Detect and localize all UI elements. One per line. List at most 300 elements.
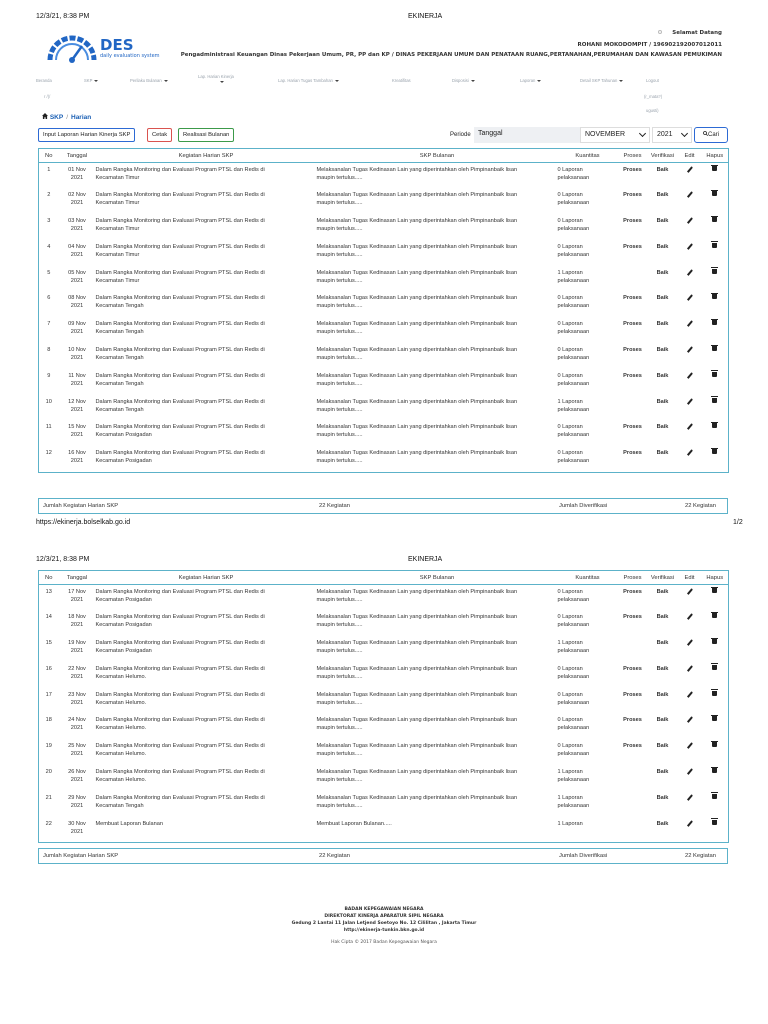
row-edit[interactable] <box>678 662 702 688</box>
row-quantity <box>558 420 618 446</box>
col-skp-bulanan: SKP Bulanan <box>317 149 558 163</box>
col-edit: Edit <box>678 149 702 163</box>
row-hapus[interactable] <box>702 713 729 739</box>
row-date <box>59 369 96 395</box>
trash-icon[interactable] <box>712 588 717 593</box>
realisasi-bulanan-button[interactable]: Realisasi Bulanan <box>178 128 234 142</box>
row-quantity-line2: pelaksanaan <box>557 277 590 284</box>
row-date <box>59 266 96 292</box>
nav-extra-1: (r_mata?) <box>644 94 663 99</box>
row-edit[interactable] <box>678 291 702 317</box>
nav-lap-harian-tugas-tambahan[interactable]: Lap. Harian Tugas Tambahan <box>278 78 339 83</box>
row-skp-line2: maupin tertulus..... <box>316 777 363 784</box>
row-no: 10 <box>39 395 59 421</box>
row-hapus[interactable] <box>702 266 729 292</box>
row-hapus[interactable] <box>702 739 729 765</box>
table-row <box>39 369 729 395</box>
row-date-day: 30 Nov <box>68 820 86 827</box>
row-activity-line2: Kecamatan Helumo. <box>95 699 147 706</box>
row-quantity-line1: 0 Laporan <box>557 717 583 724</box>
row-edit[interactable] <box>678 369 702 395</box>
row-quantity-line2: pelaksanaan <box>557 777 590 784</box>
col-kuantitas: Kuantitas <box>558 571 618 585</box>
row-verifikasi: Baik <box>656 717 669 724</box>
trash-icon[interactable] <box>712 346 717 351</box>
row-edit[interactable] <box>678 420 702 446</box>
pencil-icon[interactable] <box>686 639 692 646</box>
row-date-day: 02 Nov <box>68 192 86 199</box>
summary-count: 22 Kegiatan <box>319 503 350 509</box>
row-activity-line1: Dalam Rangka Monitoring dan Evaluasi Program PTSL dan Redis di <box>95 665 265 672</box>
row-no: 18 <box>39 713 59 739</box>
pencil-icon[interactable] <box>686 717 692 724</box>
row-skp <box>317 765 558 791</box>
nav-lap-harian-kinerja[interactable]: Lap. Harian Kinerja <box>198 74 234 84</box>
row-quantity <box>558 765 618 791</box>
row-date-year: 2021 <box>70 226 84 233</box>
row-hapus[interactable] <box>702 585 729 611</box>
pencil-icon[interactable] <box>686 768 692 775</box>
row-skp-line2: maupin tertulus..... <box>316 673 363 680</box>
row-quantity-line2: pelaksanaan <box>557 622 590 629</box>
row-quantity-line2: pelaksanaan <box>557 648 590 655</box>
row-verifikasi: Baik <box>656 243 669 250</box>
row-activity-line1: Dalam Rangka Monitoring dan Evaluasi Program PTSL dan Redis di <box>95 243 265 250</box>
pencil-icon[interactable] <box>686 166 692 173</box>
nav-beranda[interactable]: Beranda <box>36 78 52 83</box>
trash-icon[interactable] <box>712 742 717 747</box>
row-verifikasi: Baik <box>656 614 669 621</box>
row-no: 19 <box>39 739 59 765</box>
organization-info: Pengadministrasi Keuangan Dinas Pekerjaan Umum, PR, PP dan KP / DINAS PEKERJAAN UMUM DAN PENATAAN RUANG,PERTANAHAN,PERUMAHAN DAN KAWASAN PEMUKIMAN <box>180 52 722 58</box>
cetak-button[interactable]: Cetak <box>147 128 172 142</box>
row-activity-line2: Kecamatan Tengah <box>95 329 144 336</box>
row-no: 11 <box>39 420 59 446</box>
nav-detail-skp-tahunan[interactable]: Detail SKP Tahunan <box>580 78 623 83</box>
row-skp-line1: Melaksanalan Tugas Kedinasan Lain yang diperintahkan oleh Pimpinanbaik lisan <box>316 347 518 354</box>
col-verifikasi: Verifikasi <box>648 571 678 585</box>
row-activity-line1: Dalam Rangka Monitoring dan Evaluasi Program PTSL dan Redis di <box>95 614 265 621</box>
row-quantity-line2: pelaksanaan <box>557 251 590 258</box>
row-date-year: 2021 <box>70 725 84 732</box>
summary-verified-label: Jumlah Diverifikasi <box>559 503 608 509</box>
row-edit[interactable] <box>678 610 702 636</box>
pencil-icon[interactable] <box>686 665 692 672</box>
row-no: 17 <box>39 688 59 714</box>
table-row <box>39 713 729 739</box>
row-quantity-line2: pelaksanaan <box>557 175 590 181</box>
row-activity-line2: Kecamatan Tengah <box>95 380 144 387</box>
pencil-icon[interactable] <box>686 794 692 801</box>
pencil-icon[interactable] <box>686 449 692 456</box>
pencil-icon[interactable] <box>686 191 692 198</box>
row-activity-line2: Kecamatan Tengah <box>95 303 144 310</box>
row-proses <box>618 395 648 421</box>
row-quantity <box>558 791 618 817</box>
pencil-icon[interactable] <box>686 295 692 302</box>
row-skp-line2: maupin tertulus..... <box>316 432 363 439</box>
row-hapus[interactable] <box>702 343 729 369</box>
row-date-day: 04 Nov <box>68 243 86 250</box>
row-quantity-line1: 0 Laporan <box>557 450 583 457</box>
pencil-icon[interactable] <box>686 346 692 353</box>
row-proses: Proses <box>623 167 642 173</box>
row-edit[interactable] <box>678 188 702 214</box>
row-no: 21 <box>39 791 59 817</box>
toolbar <box>38 127 728 145</box>
footer-directorate: DIREKTORAT KINERJA APARATUR SIPIL NEGARA <box>324 914 444 919</box>
trash-icon[interactable] <box>712 191 717 196</box>
row-skp <box>317 188 558 214</box>
row-edit[interactable] <box>678 446 702 472</box>
row-no: 13 <box>39 585 59 611</box>
row-activity-line1: Dalam Rangka Monitoring dan Evaluasi Program PTSL dan Redis di <box>95 794 265 801</box>
row-edit[interactable] <box>678 713 702 739</box>
row-skp <box>317 791 558 817</box>
nav-disposisi[interactable]: Disposisi <box>452 78 475 83</box>
trash-icon[interactable] <box>712 691 717 696</box>
pencil-icon[interactable] <box>686 820 692 827</box>
table-row <box>39 610 729 636</box>
footer-address: Gedung 2 Lantai 11 Jalan Letjend Soetoyo No. 12 Cililitan , Jakarta Timur <box>291 921 477 926</box>
row-edit[interactable] <box>678 791 702 817</box>
nav-laporan[interactable]: Laporan <box>520 78 541 83</box>
pencil-icon[interactable] <box>686 217 692 224</box>
row-date-year: 2021 <box>70 251 84 258</box>
home-icon[interactable] <box>42 113 48 119</box>
pencil-icon[interactable] <box>686 613 692 620</box>
row-skp-line2: maupin tertulus..... <box>316 458 363 465</box>
row-edit[interactable] <box>678 163 702 189</box>
row-verifikasi: Baik <box>656 321 669 328</box>
row-skp <box>317 214 558 240</box>
trash-icon[interactable] <box>712 794 717 799</box>
row-hapus[interactable] <box>702 214 729 240</box>
row-proses <box>618 817 648 843</box>
table-row <box>39 636 729 662</box>
row-no: 3 <box>39 214 59 240</box>
row-hapus[interactable] <box>702 662 729 688</box>
row-date <box>59 765 96 791</box>
trash-icon[interactable] <box>712 449 717 454</box>
row-skp-line1: Melaksanalan Tugas Kedinasan Lain yang diperintahkan oleh Pimpinanbaik lisan <box>316 589 518 595</box>
cari-label: Cari <box>707 132 719 138</box>
row-skp-line2: maupin tertulus..... <box>316 725 363 732</box>
row-date-day: 17 Nov <box>68 589 86 595</box>
trash-icon[interactable] <box>712 639 717 644</box>
row-activity-line1: Dalam Rangka Monitoring dan Evaluasi Program PTSL dan Redis di <box>95 295 265 302</box>
print-header <box>0 13 768 23</box>
trash-icon[interactable] <box>712 320 717 325</box>
footer-copyright: Hak Cipta © 2017 Badan Kepegawaian Negara <box>331 940 437 945</box>
input-laporan-button[interactable]: Input Laporan Harian Kinerja SKP <box>38 128 135 142</box>
trash-icon[interactable] <box>712 372 717 377</box>
row-quantity <box>558 662 618 688</box>
row-skp-line2: maupin tertulus..... <box>316 751 363 758</box>
trash-icon[interactable] <box>712 716 717 721</box>
row-hapus[interactable] <box>702 163 729 189</box>
col-hapus: Hapus <box>702 571 729 585</box>
row-hapus[interactable] <box>702 636 729 662</box>
trash-icon[interactable] <box>712 243 717 248</box>
row-skp-line2: maupin tertulus..... <box>316 329 363 336</box>
trash-icon[interactable] <box>712 166 717 171</box>
row-activity <box>96 420 317 446</box>
row-date-year: 2021 <box>70 329 84 336</box>
row-edit[interactable] <box>678 317 702 343</box>
trash-icon[interactable] <box>712 768 717 773</box>
row-activity-line1: Dalam Rangka Monitoring dan Evaluasi Program PTSL dan Redis di <box>95 424 265 431</box>
row-quantity <box>558 317 618 343</box>
row-quantity-line1: 1 Laporan <box>557 640 583 647</box>
row-date-year: 2021 <box>70 175 84 181</box>
footer-link[interactable]: http://ekinerja-tunkin.bkn.go.id <box>343 928 425 933</box>
trash-icon[interactable] <box>712 613 717 618</box>
row-date-year: 2021 <box>70 673 84 680</box>
trash-icon[interactable] <box>712 294 717 299</box>
row-quantity-line2: pelaksanaan <box>557 725 590 732</box>
row-skp <box>317 343 558 369</box>
row-skp-line2: maupin tertulus..... <box>316 380 363 387</box>
summary-verified-count: 22 Kegiatan <box>685 503 716 509</box>
nav-skp[interactable]: SKP <box>84 78 98 83</box>
trash-icon[interactable] <box>712 423 717 428</box>
row-hapus[interactable] <box>702 610 729 636</box>
row-edit[interactable] <box>678 343 702 369</box>
row-activity-line2: Kecamatan Posigadan <box>95 432 152 439</box>
row-quantity <box>558 343 618 369</box>
row-quantity-line1: 0 Laporan <box>557 347 583 354</box>
row-skp <box>317 420 558 446</box>
row-hapus[interactable] <box>702 420 729 446</box>
row-quantity-line1: 1 Laporan <box>557 269 583 276</box>
row-quantity-line1: 0 Laporan <box>557 295 583 302</box>
row-edit[interactable] <box>678 585 702 611</box>
row-date <box>59 817 96 843</box>
month-select[interactable] <box>580 127 650 143</box>
row-hapus[interactable] <box>702 817 729 843</box>
row-hapus[interactable] <box>702 240 729 266</box>
row-date-day: 24 Nov <box>68 717 86 724</box>
row-edit[interactable] <box>678 765 702 791</box>
row-edit[interactable] <box>678 817 702 843</box>
row-edit[interactable] <box>678 240 702 266</box>
row-activity-line1: Dalam Rangka Monitoring dan Evaluasi Program PTSL dan Redis di <box>95 269 265 276</box>
table-row <box>39 688 729 714</box>
row-date-year: 2021 <box>70 355 84 362</box>
chevron-down-icon <box>619 80 623 82</box>
row-hapus[interactable] <box>702 317 729 343</box>
row-activity-line2: Kecamatan Posigadan <box>95 622 152 629</box>
row-proses: Proses <box>623 218 642 225</box>
row-verifikasi: Baik <box>656 167 669 173</box>
row-quantity-line2: pelaksanaan <box>557 597 590 603</box>
row-date-year: 2021 <box>70 303 84 310</box>
row-proses: Proses <box>623 717 642 724</box>
year-value: 2021 <box>657 131 673 138</box>
row-verifikasi: Baik <box>656 794 669 801</box>
row-proses: Proses <box>623 691 642 698</box>
row-hapus[interactable] <box>702 395 729 421</box>
row-quantity-line2: pelaksanaan <box>557 458 590 465</box>
row-skp-line1: Melaksanalan Tugas Kedinasan Lain yang diperintahkan oleh Pimpinanbaik lisan <box>316 218 518 225</box>
table-row <box>39 420 729 446</box>
row-verifikasi: Baik <box>656 398 669 405</box>
chevron-down-icon <box>220 81 224 83</box>
row-edit[interactable] <box>678 688 702 714</box>
logo-text: DES <box>100 36 134 54</box>
table-row <box>39 163 729 189</box>
periode-select[interactable]: Tanggal <box>474 127 606 143</box>
row-skp <box>317 713 558 739</box>
row-proses <box>618 636 648 662</box>
pencil-icon[interactable] <box>686 742 692 749</box>
row-hapus[interactable] <box>702 791 729 817</box>
row-edit[interactable] <box>678 395 702 421</box>
row-quantity-line1: 0 Laporan <box>557 372 583 379</box>
row-skp-line1: Melaksanalan Tugas Kedinasan Lain yang diperintahkan oleh Pimpinanbaik lisan <box>316 769 518 776</box>
row-date-day: 10 Nov <box>68 347 86 354</box>
breadcrumb-harian[interactable]: Harian <box>71 114 92 121</box>
summary-verified-count: 22 Kegiatan <box>685 853 716 859</box>
row-no: 22 <box>39 817 59 843</box>
row-verifikasi: Baik <box>656 192 669 199</box>
row-proses: Proses <box>623 192 642 199</box>
row-edit[interactable] <box>678 214 702 240</box>
row-verifikasi: Baik <box>656 424 669 431</box>
trash-icon[interactable] <box>712 398 717 403</box>
row-hapus[interactable] <box>702 291 729 317</box>
row-skp <box>317 636 558 662</box>
row-hapus[interactable] <box>702 765 729 791</box>
row-hapus[interactable] <box>702 188 729 214</box>
row-quantity <box>558 163 618 189</box>
row-quantity-line2: pelaksanaan <box>557 355 590 362</box>
row-activity-line1: Membuat Laporan Bulanan <box>95 820 163 827</box>
row-date <box>59 791 96 817</box>
row-date-day: 26 Nov <box>68 769 86 776</box>
laporan-table <box>38 148 729 473</box>
row-activity <box>96 739 317 765</box>
row-skp-line1: Melaksanalan Tugas Kedinasan Lain yang diperintahkan oleh Pimpinanbaik lisan <box>316 794 518 801</box>
row-no: 15 <box>39 636 59 662</box>
pencil-icon[interactable] <box>686 588 692 595</box>
row-verifikasi: Baik <box>648 817 678 843</box>
row-date-year: 2021 <box>70 648 84 655</box>
nav-kreatifitas[interactable]: Kreatifitas <box>392 78 411 83</box>
row-proses: Proses <box>623 243 642 250</box>
row-no: 1 <box>39 163 59 189</box>
breadcrumb-skp[interactable]: SKP <box>49 114 64 121</box>
row-proses <box>618 791 648 817</box>
month-value: NOVEMBER <box>585 131 626 138</box>
trash-icon[interactable] <box>712 665 717 670</box>
row-quantity-line2: pelaksanaan <box>557 329 590 336</box>
trash-icon[interactable] <box>712 820 717 825</box>
row-proses: Proses <box>623 295 642 302</box>
row-edit[interactable] <box>678 739 702 765</box>
row-date <box>59 688 96 714</box>
print-datetime: 12/3/21, 8:38 PM <box>36 13 90 20</box>
row-proses: Proses <box>618 446 648 472</box>
row-quantity-line1: 0 Laporan <box>557 218 583 225</box>
row-verifikasi: Baik <box>656 640 669 647</box>
row-skp <box>317 291 558 317</box>
pencil-icon[interactable] <box>686 691 692 698</box>
trash-icon[interactable] <box>712 217 717 222</box>
row-skp <box>317 688 558 714</box>
row-quantity-line2: pelaksanaan <box>557 380 590 387</box>
row-activity-line2: Kecamatan Timur <box>95 251 140 258</box>
row-skp-line2: maupin tertulus..... <box>316 175 363 181</box>
row-no: 7 <box>39 317 59 343</box>
row-edit[interactable] <box>678 636 702 662</box>
pencil-icon[interactable] <box>686 320 692 327</box>
row-skp-line2: maupin tertulus..... <box>316 802 363 809</box>
row-activity <box>96 214 317 240</box>
col-kuantitas: Kuantitas <box>558 149 618 163</box>
row-activity <box>96 610 317 636</box>
trash-icon[interactable] <box>712 269 717 274</box>
cari-button[interactable] <box>694 127 728 143</box>
row-skp-line1: Melaksanalan Tugas Kedinasan Lain yang diperintahkan oleh Pimpinanbaik lisan <box>316 424 518 431</box>
row-date-year: 2021 <box>70 200 84 207</box>
row-activity-line1: Dalam Rangka Monitoring dan Evaluasi Program PTSL dan Redis di <box>95 167 265 173</box>
row-hapus[interactable] <box>702 369 729 395</box>
row-quantity <box>558 395 618 421</box>
row-skp-line1: Melaksanalan Tugas Kedinasan Lain yang diperintahkan oleh Pimpinanbaik lisan <box>316 243 518 250</box>
row-quantity-line2: pelaksanaan <box>557 200 590 207</box>
pencil-icon[interactable] <box>686 398 692 405</box>
table-row <box>39 317 729 343</box>
summary-label: Jumlah Kegiatan Harian SKP <box>43 853 119 859</box>
row-activity <box>96 291 317 317</box>
nav-logout[interactable]: Logout <box>646 78 659 83</box>
row-quantity <box>558 266 618 292</box>
row-edit[interactable] <box>678 266 702 292</box>
row-no: 14 <box>39 610 59 636</box>
row-activity-line2: Kecamatan Tengah <box>95 802 144 809</box>
nav-extra-3: r /(/ <box>44 94 51 99</box>
row-quantity-line1: 1 Laporan <box>557 820 583 827</box>
summary-verified-label: Jumlah Diverifikasi <box>559 853 608 859</box>
row-skp-line2: maupin tertulus..... <box>316 406 363 413</box>
row-skp <box>317 662 558 688</box>
pencil-icon[interactable] <box>686 372 692 379</box>
row-quantity <box>558 610 618 636</box>
table-row <box>39 585 729 611</box>
table-row <box>39 240 729 266</box>
user-avatar[interactable] <box>658 30 662 34</box>
row-skp-line2: maupin tertulus..... <box>316 251 363 258</box>
year-select[interactable] <box>652 127 692 143</box>
row-date-day: 29 Nov <box>68 794 86 801</box>
row-skp <box>317 395 558 421</box>
pencil-icon[interactable] <box>686 424 692 431</box>
nav-perilaku-bulanan[interactable]: Perilaku Bulanan <box>130 78 168 83</box>
table-row <box>39 817 729 843</box>
row-skp <box>317 240 558 266</box>
row-date-day: 03 Nov <box>68 218 86 225</box>
row-activity <box>96 188 317 214</box>
row-hapus[interactable] <box>702 688 729 714</box>
pencil-icon[interactable] <box>686 243 692 250</box>
row-quantity <box>558 585 618 611</box>
row-proses: Proses <box>623 372 642 379</box>
row-hapus[interactable] <box>702 446 729 472</box>
print-page-number: 1/2 <box>733 519 743 526</box>
pencil-icon[interactable] <box>686 269 692 276</box>
